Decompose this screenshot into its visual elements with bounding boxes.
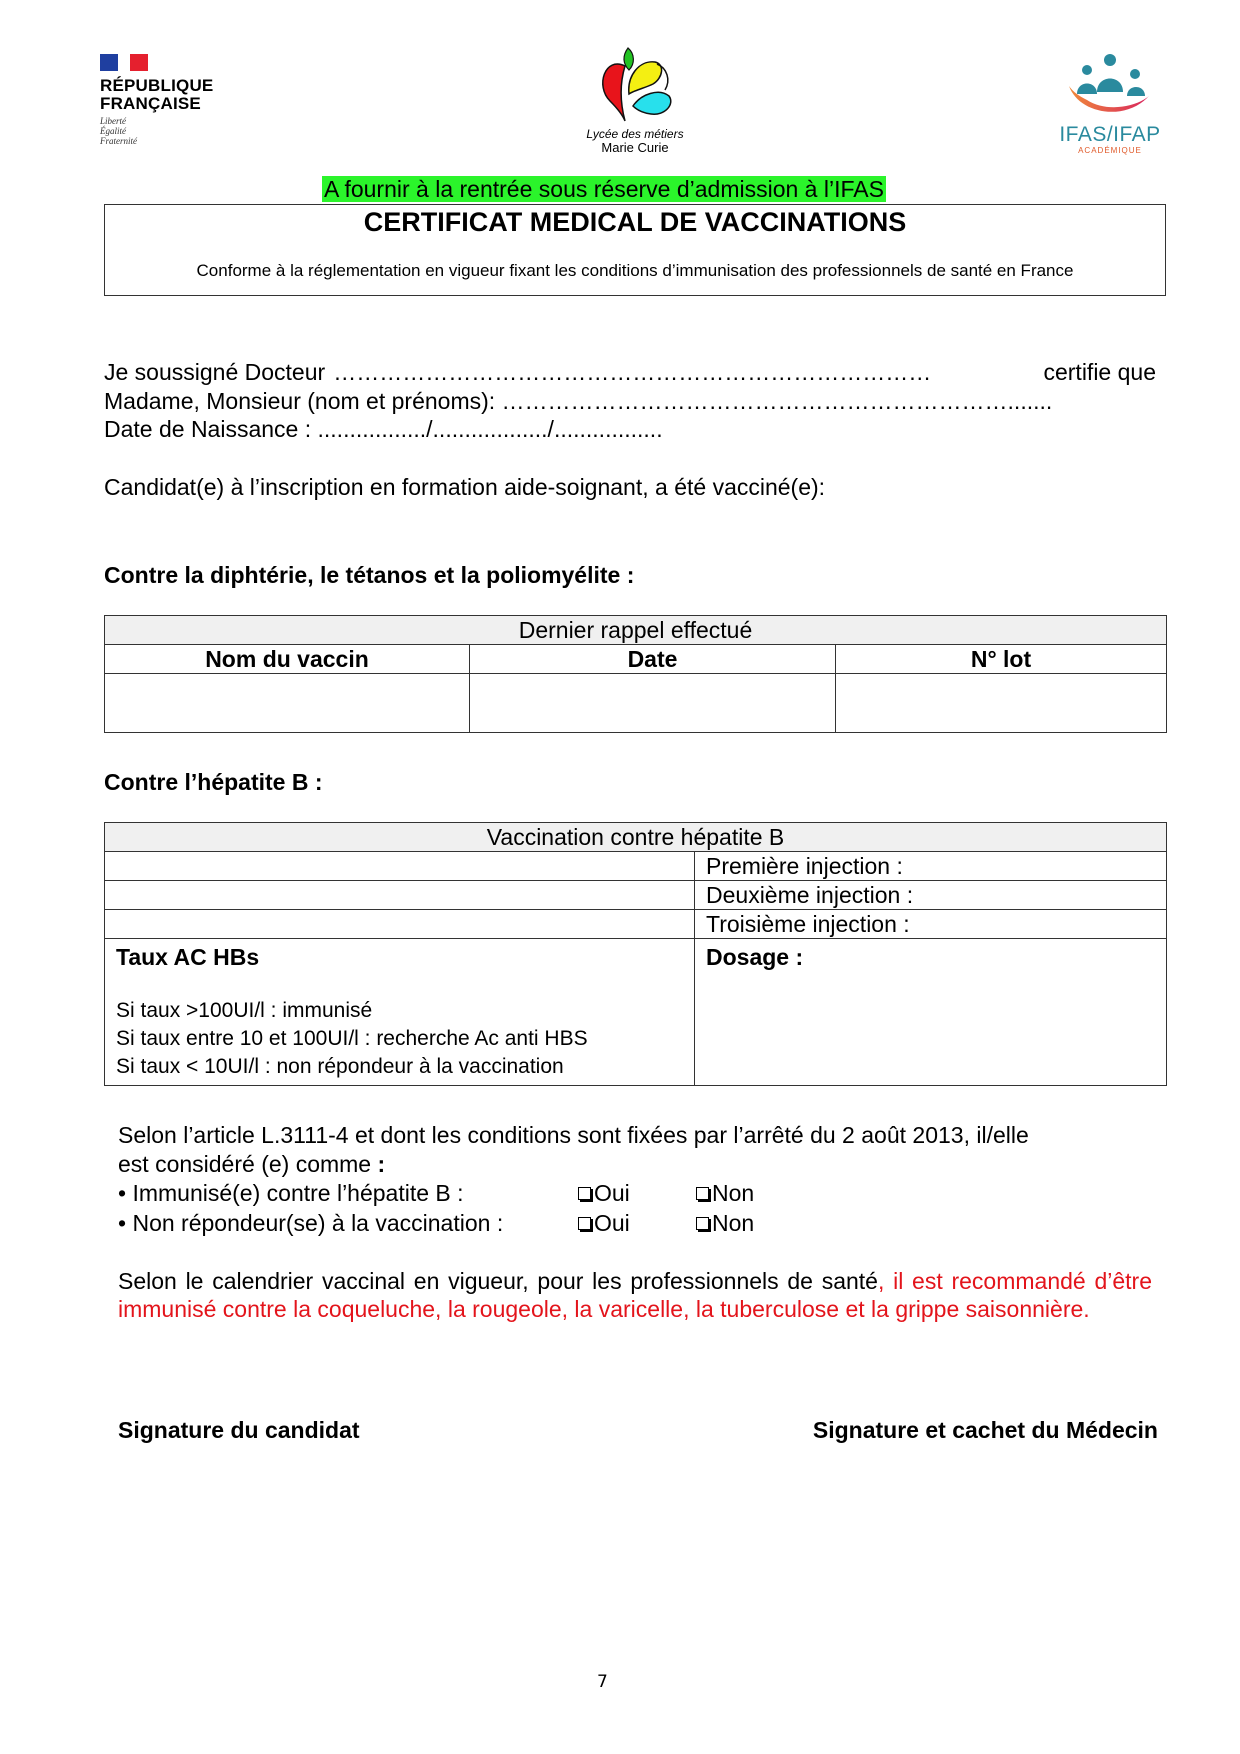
immunise-item [118, 1179, 464, 1208]
title-box [104, 204, 1166, 296]
third-injection-value[interactable] [105, 910, 695, 939]
dtp-section-title: Contre la diphtérie, le tétanos et la poliomyélite : [104, 562, 635, 588]
second-injection-label: Deuxième injection : [695, 881, 1167, 910]
hepb-table [104, 822, 1167, 1086]
hepb-section-title: Contre l’hépatite B : [104, 769, 323, 795]
motto-fraternite: Fraternité [100, 136, 137, 146]
non-repondeur-non-checkbox[interactable] [696, 1209, 754, 1238]
admission-notice: A fournir à la rentrée sous réserve d’admission à l’IFAS [324, 176, 884, 202]
hepb-table-header: Vaccination contre hépatite B [105, 823, 1167, 852]
regulation-colon: : [377, 1151, 386, 1177]
non-repondeur-item [118, 1209, 503, 1238]
patient-name-field[interactable]: …………………………………………………………....... [501, 388, 1053, 414]
lycee-marie-curie-logo [575, 46, 695, 155]
vaccination-recommendation [118, 1267, 1152, 1323]
rf-title-line1: RÉPUBLIQUE [100, 76, 214, 95]
dosage-label: Dosage : [706, 944, 804, 970]
candidate-signature-label: Signature du candidat [118, 1417, 360, 1443]
rf-motto [100, 116, 220, 146]
non-repondeur-label: Non répondeur(se) à la vaccination : [132, 1210, 504, 1236]
birth-date-field[interactable]: ................./................../................. [317, 416, 663, 442]
vaccine-name-cell[interactable] [105, 674, 470, 733]
bullet-icon: • [118, 1180, 127, 1206]
immunise-oui-checkbox[interactable] [578, 1179, 630, 1208]
patient-line [104, 387, 1052, 415]
regulation-line1: Selon l’article L.3111-4 et dont les conditions sont fixées par l’arrêté du 2 août 2013, il/elle [118, 1122, 1029, 1148]
rf-title-line2: FRANÇAISE [100, 94, 201, 113]
dosage-cell[interactable] [695, 939, 1167, 1086]
regulation-line2-text: est considéré (e) comme [118, 1151, 378, 1177]
immunise-non-checkbox[interactable] [696, 1179, 754, 1208]
lycee-line1: Lycée des métiers [586, 127, 684, 141]
document-title: CERTIFICAT MEDICAL DE VACCINATIONS [363, 207, 907, 237]
lycee-petals-icon [595, 46, 675, 126]
birth-date-line [104, 415, 663, 443]
recommendation-highlight: , il est recommandé d’être immunisé contre la coqueluche, la rougeole, la varicelle, la tuberculose et la grippe saisonnière. [118, 1268, 1152, 1322]
checkbox-icon[interactable] [578, 1217, 591, 1230]
checkbox-icon[interactable] [696, 1187, 709, 1200]
non-label: Non [712, 1180, 755, 1206]
recommendation-intro: Selon le calendrier vaccinal en vigueur, pour les professionnels de santé [118, 1268, 878, 1294]
regulation-line2 [118, 1150, 385, 1179]
doctor-signature-label: Signature et cachet du Médecin [812, 1417, 1158, 1443]
bullet-icon: • [118, 1210, 127, 1236]
oui-label: Oui [594, 1210, 630, 1236]
immunise-label: Immunisé(e) contre l’hépatite B : [132, 1180, 464, 1206]
non-label: Non [712, 1210, 755, 1236]
col-lot-number: N° lot [836, 645, 1167, 674]
col-vaccine-name: Nom du vaccin [105, 645, 470, 674]
oui-label: Oui [594, 1180, 630, 1206]
french-flag-icon [100, 54, 148, 71]
motto-liberte: Liberté [100, 116, 126, 126]
document-subtitle: Conforme à la réglementation en vigueur fixant les conditions d’immunisation des professionnels de santé en France [196, 261, 1074, 280]
non-repondeur-oui-checkbox[interactable] [578, 1209, 630, 1238]
candidate-line: Candidat(e) à l’inscription en formation aide-soignant, a été vacciné(e): [104, 474, 826, 500]
doctor-name-field[interactable]: …………………………………………………………………… [333, 359, 932, 385]
republique-francaise-logo [100, 54, 220, 146]
ifas-subtitle: ACADÉMIQUE [1078, 146, 1142, 155]
patient-label: Madame, Monsieur (nom et prénoms): [104, 388, 496, 414]
ifas-ifap-logo [1055, 52, 1165, 156]
col-date: Date [470, 645, 836, 674]
doctor-suffix: certifie que [1043, 359, 1156, 385]
birth-date-label: Date de Naissance : [104, 416, 312, 442]
ifas-name: IFAS/IFAP [1059, 123, 1161, 146]
first-injection-value[interactable] [105, 852, 695, 881]
lycee-line2: Marie Curie [601, 140, 669, 155]
taux-rule: Si taux >100UI/l : immunisé [116, 999, 373, 1022]
taux-title: Taux AC HBs [116, 944, 260, 970]
taux-rule: Si taux entre 10 et 100UI/l : recherche Ac anti HBS [116, 1027, 588, 1050]
checkbox-icon[interactable] [578, 1187, 591, 1200]
doctor-label: Je soussigné Docteur [104, 359, 326, 385]
lot-number-cell[interactable] [836, 674, 1167, 733]
checkbox-icon[interactable] [696, 1217, 709, 1230]
taux-cell [105, 939, 695, 1086]
motto-egalite: Égalité [100, 126, 126, 136]
doctor-line [104, 358, 1156, 386]
ifas-people-icon [1065, 52, 1155, 124]
taux-rule: Si taux < 10UI/l : non répondeur à la vaccination [116, 1055, 564, 1078]
third-injection-label: Troisième injection : [695, 910, 1167, 939]
date-cell[interactable] [470, 674, 836, 733]
dtp-table-header: Dernier rappel effectué [105, 616, 1167, 645]
page-number: 7 [597, 1672, 608, 1692]
dtp-table [104, 615, 1167, 733]
second-injection-value[interactable] [105, 881, 695, 910]
first-injection-label: Première injection : [695, 852, 1167, 881]
